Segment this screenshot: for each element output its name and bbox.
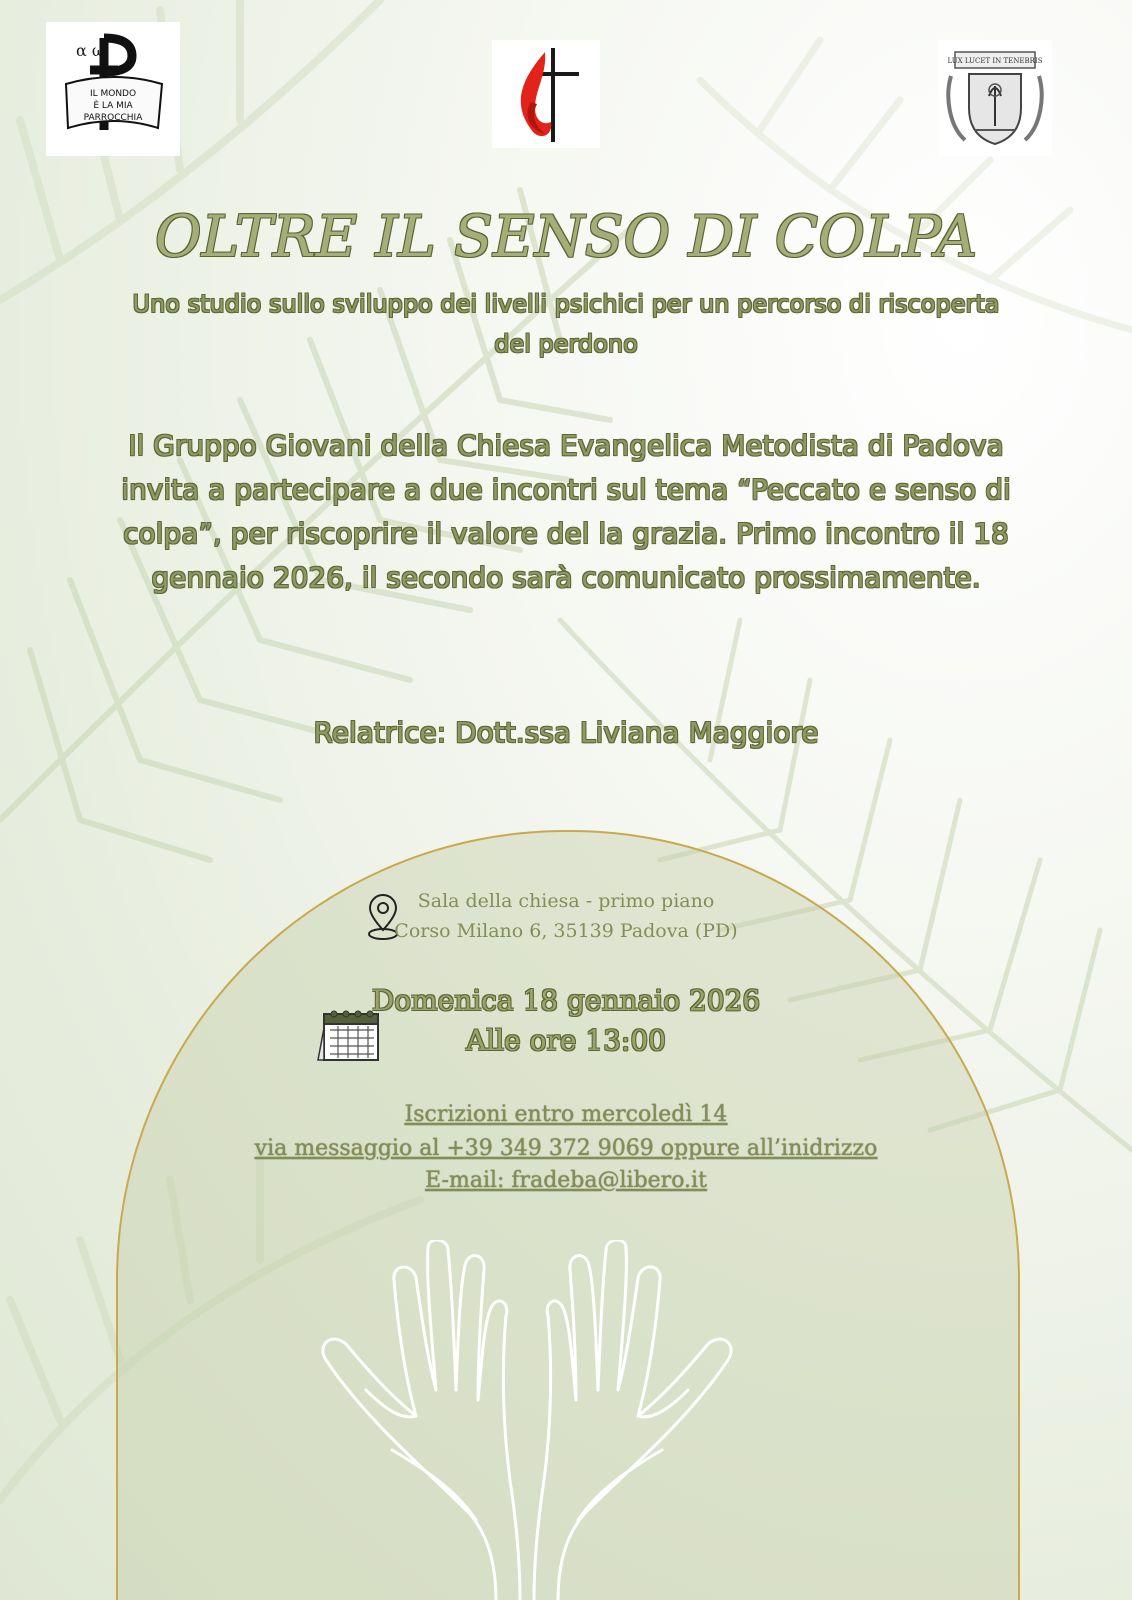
poster-title: OLTRE IL SENSO DI COLPA — [154, 204, 978, 270]
event-time: Alle ore 13:00 — [465, 1024, 666, 1057]
parish-logo — [46, 22, 180, 156]
intro-line-4: gennaio 2026, il secondo sarà comunicato prossimamente. — [151, 561, 981, 594]
subtitle-line-2: del perdono — [494, 330, 638, 358]
intro-line-3: colpa”, per riscoprire il valore del la grazia. Primo incontro il 18 — [123, 517, 1009, 550]
open-hands-icon — [306, 1240, 748, 1600]
coat-of-arms-logo — [938, 40, 1052, 156]
svg-text:LUX LUCET IN TENEBRIS: LUX LUCET IN TENEBRIS — [947, 57, 1043, 65]
location-line-2: Corso Milano 6, 35139 Padova (PD) — [394, 920, 738, 942]
chi-rho-scroll-icon — [54, 30, 172, 148]
event-date: Domenica 18 gennaio 2026 — [371, 984, 761, 1017]
shield-crest-icon — [945, 46, 1045, 150]
intro-line-1: Il Gruppo Giovani della Chiesa Evangelica Metodista di Padova — [128, 429, 1004, 462]
svg-text:È LA MIA: È LA MIA — [93, 101, 133, 111]
cross-and-flame-icon — [501, 44, 591, 144]
registration-phone[interactable]: via messaggio al +39 349 372 9069 oppure all’inidrizzo — [254, 1136, 878, 1161]
speaker: Relatrice: Dott.ssa Liviana Maggiore — [313, 716, 819, 749]
methodist-cross-flame-logo — [492, 40, 600, 148]
location-line-1: Sala della chiesa - primo piano — [417, 890, 715, 912]
intro-line-2: invita a partecipare a due incontri sul tema “Peccato e senso di — [121, 473, 1011, 506]
registration-email[interactable]: E-mail: fradeba@libero.it — [425, 1168, 707, 1193]
svg-text:IL MONDO: IL MONDO — [89, 89, 137, 99]
registration-deadline: Iscrizioni entro mercoledì 14 — [404, 1102, 728, 1127]
subtitle-line-1: Uno studio sullo sviluppo dei livelli psichici per un percorso di riscoperta — [132, 290, 1000, 318]
svg-text:α ω: α ω — [76, 41, 105, 60]
svg-text:PARROCCHIA: PARROCCHIA — [83, 113, 143, 123]
